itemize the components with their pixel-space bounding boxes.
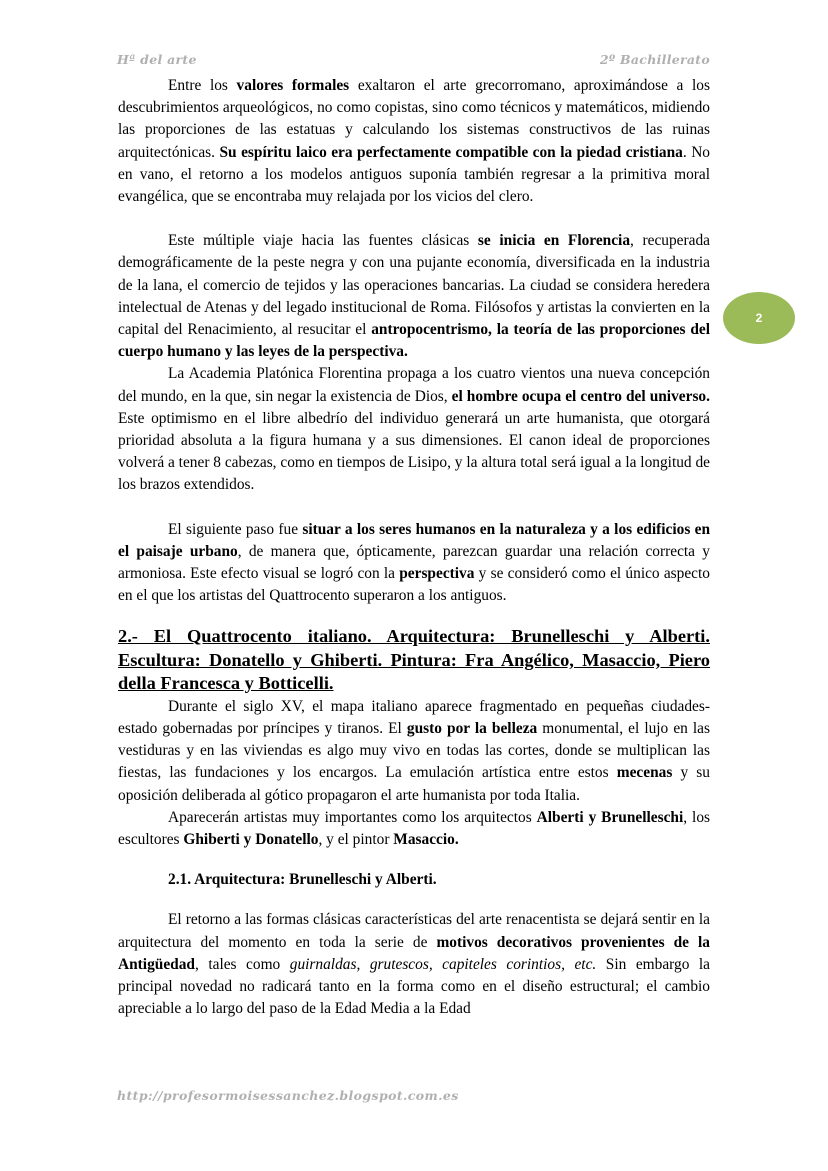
footer-blog-url[interactable]: http://profesormoisessanchez.blogspot.com.es (117, 1088, 459, 1103)
paragraph-7: El retorno a las formas clásicas características del arte renacentista se dejará sentir en la arquitectura del momento en toda la serie de motivos decorativos provenientes de la Antigüedad, tales como guirnaldas, grutescos, capiteles corintios, etc. Sin embargo la principal novedad no radicará tanto en la forma como en el diseño estructural; el cambio apreciable a lo largo del paso de la Edad Media a la Edad (118, 911, 711, 1018)
header-course: 2º Bachillerato (599, 52, 710, 67)
paragraph-6: Aparecerán artistas muy importantes como los arquitectos Alberti y Brunelleschi, los escultores Ghiberti y Donatello, y el pintor Masaccio. (118, 808, 711, 848)
paragraph-3: La Academia Platónica Florentina propaga a los cuatro vientos una nueva concepción del mundo, en la que, sin negar la existencia de Dios, el hombre ocupa el centro del universo. Este optimismo en el libre albedrío del individuo generará un arte humanista, que otorgará prioridad absoluta a la figura humana y a sus dimensiones. El canon ideal de proporciones volverá a tener 8 cabezas, como en tiempos de Lisipo, y la altura total será igual a la longitud de los brazos extendidos. (118, 365, 710, 494)
paragraph-5: Durante el siglo XV, el mapa italiano aparece fragmentado en pequeñas ciudades-estado gobernadas por príncipes y tiranos. El gusto por la belleza monumental, el lujo en las vestiduras y en las viviendas es algo muy vivo en todas las cortes, donde se multiplican las fiestas, las fundaciones y los encargos. La emulación artística entre estos mecenas y su oposición deliberada al gótico propagaron el arte humanista por toda Italia. (118, 697, 711, 804)
document-body (118, 75, 710, 1020)
subsection-heading: 2.1. Arquitectura: Brunelleschi y Alberti. (168, 871, 437, 889)
paragraph-4: El siguiente paso fue situar a los seres humanos en la naturaleza y a los edificios en el paisaje urbano, de manera que, ópticamente, parezcan guardar una relación correcta y armoniosa. Este efecto visual se logró con la perspectiva y se consideró como el único aspecto en el que los artistas del Quattrocento superaron a los antiguos. (118, 520, 711, 605)
section-heading: 2.- El Quattrocento italiano. Arquitectura: Brunelleschi y Alberti. Escultura: Donatello y Ghiberti. Pintura: Fra Angélico, Masaccio, Piero della Francesca y Botticelli. (118, 626, 710, 694)
page-number: 2 (755, 311, 763, 325)
page-number-badge (723, 292, 795, 344)
header-subject: Hª del arte (117, 52, 197, 67)
paragraph-2: Este múltiple viaje hacia las fuentes clásicas se inicia en Florencia, recuperada demográficamente de la peste negra y con una pujante economía, diversificada en la industria de la lana, el comercio de tejidos y las operaciones bancarias. La ciudad se considera heredera intelectual de Atenas y del legado institucional de Roma. Filósofos y artistas la convierten en la capital del Renacimiento, al resucitar el antropocentrismo, la teoría de las proporciones del cuerpo humano y las leyes de la perspectiva. (118, 232, 710, 361)
paragraph-1: Entre los valores formales exaltaron el arte grecorromano, aproximándose a los descubrimientos arqueológicos, no como copistas, sino como técnicos y matemáticos, midiendo las proporciones de las estatuas y calculando los sistemas constructivos de las ruinas arquitectónicas. Su espíritu laico era perfectamente compatible con la piedad cristiana. No en vano, el retorno a los modelos antiguos suponía también regresar a la primitiva moral evangélica, que se encontraba muy relajada por los vicios del clero. (118, 77, 710, 206)
